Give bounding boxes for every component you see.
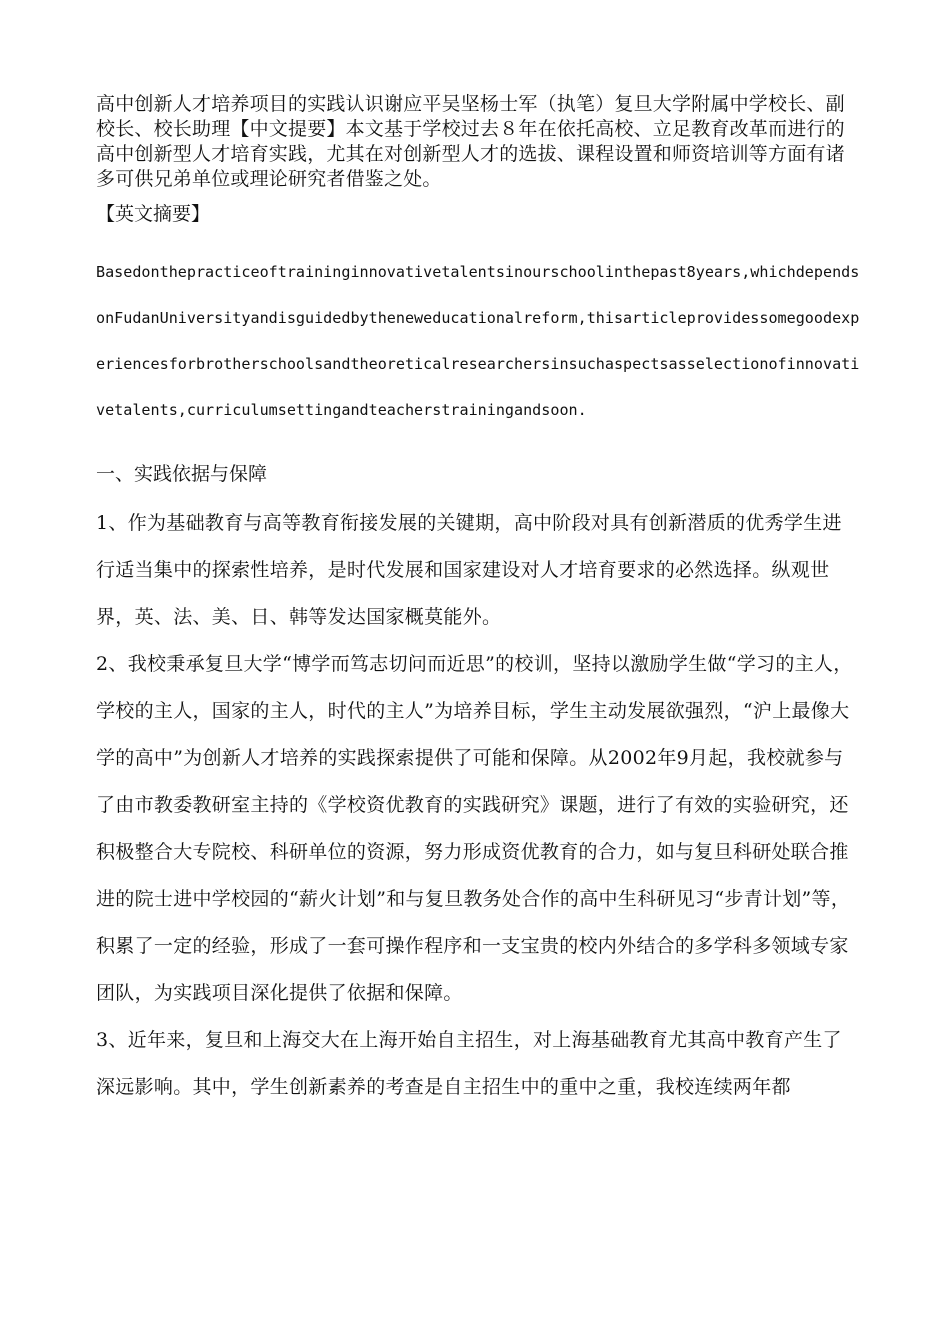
document-page: [96, 92, 861, 1111]
chinese-abstract: 高中创新人才培养项目的实践认识谢应平吴坚杨士军（执笔）复旦大学附属中学校长、副校长、校长助理【中文提要】本文基于学校过去８年在依托高校、立足教育改革而进行的高中创新型人才培育实践，尤其在对创新型人才的选拔、课程设置和师资培训等方面有诸多可供兄弟单位或理论研究者借鉴之处。: [96, 93, 845, 190]
english-abstract: Basedonthepracticeoftraininginnovativetalentsinourschoolinthepast8years,whichdependsonFudanUniversityandisguidedbytheneweducationalreform,thisarticleprovidessomegoodexperiencesforbrotherschoolsandtheoreticalresearchersinsuchaspectsasselectionofinnovativetalents,curriculumsettingandteacherstrainingandsoon.: [96, 263, 860, 419]
english-abstract-heading: 【英文摘要】: [96, 203, 211, 225]
paragraph-2: 2、我校秉承复旦大学“博学而笃志切问而近思”的校训，坚持以激励学生做“学习的主人，学校的主人，国家的主人，时代的主人”为培养目标，学生主动发展欲强烈，“沪上最像大学的高中”为创新人才培养的实践探索提供了可能和保障。从2002年9月起，我校就参与了由市教委教研室主持的《学校资优教育的实践研究》课题，进行了有效的实验研究，还积极整合大专院校、科研单位的资源，努力形成资优教育的合力，如与复旦科研处联合推进的院士进中学校园的“薪火计划”和与复旦教务处合作的高中生科研见习“步青计划”等，积累了一定的经验，形成了一套可操作程序和一支宝贵的校内外结合的多学科多领域专家团队，为实践项目深化提供了依据和保障。: [96, 653, 853, 1004]
section-title: 一、实践依据与保障: [96, 463, 268, 485]
paragraph-1: 1、作为基础教育与高等教育衔接发展的关键期，高中阶段对具有创新潜质的优秀学生进行适当集中的探索性培养，是时代发展和国家建设对人才培育要求的必然选择。纵观世界，英、法、美、日、韩等发达国家概莫能外。: [96, 512, 842, 628]
paragraph-3: 3、近年来，复旦和上海交大在上海开始自主招生，对上海基础教育尤其高中教育产生了深远影响。其中，学生创新素养的考查是自主招生中的重中之重，我校连续两年都: [96, 1029, 842, 1098]
